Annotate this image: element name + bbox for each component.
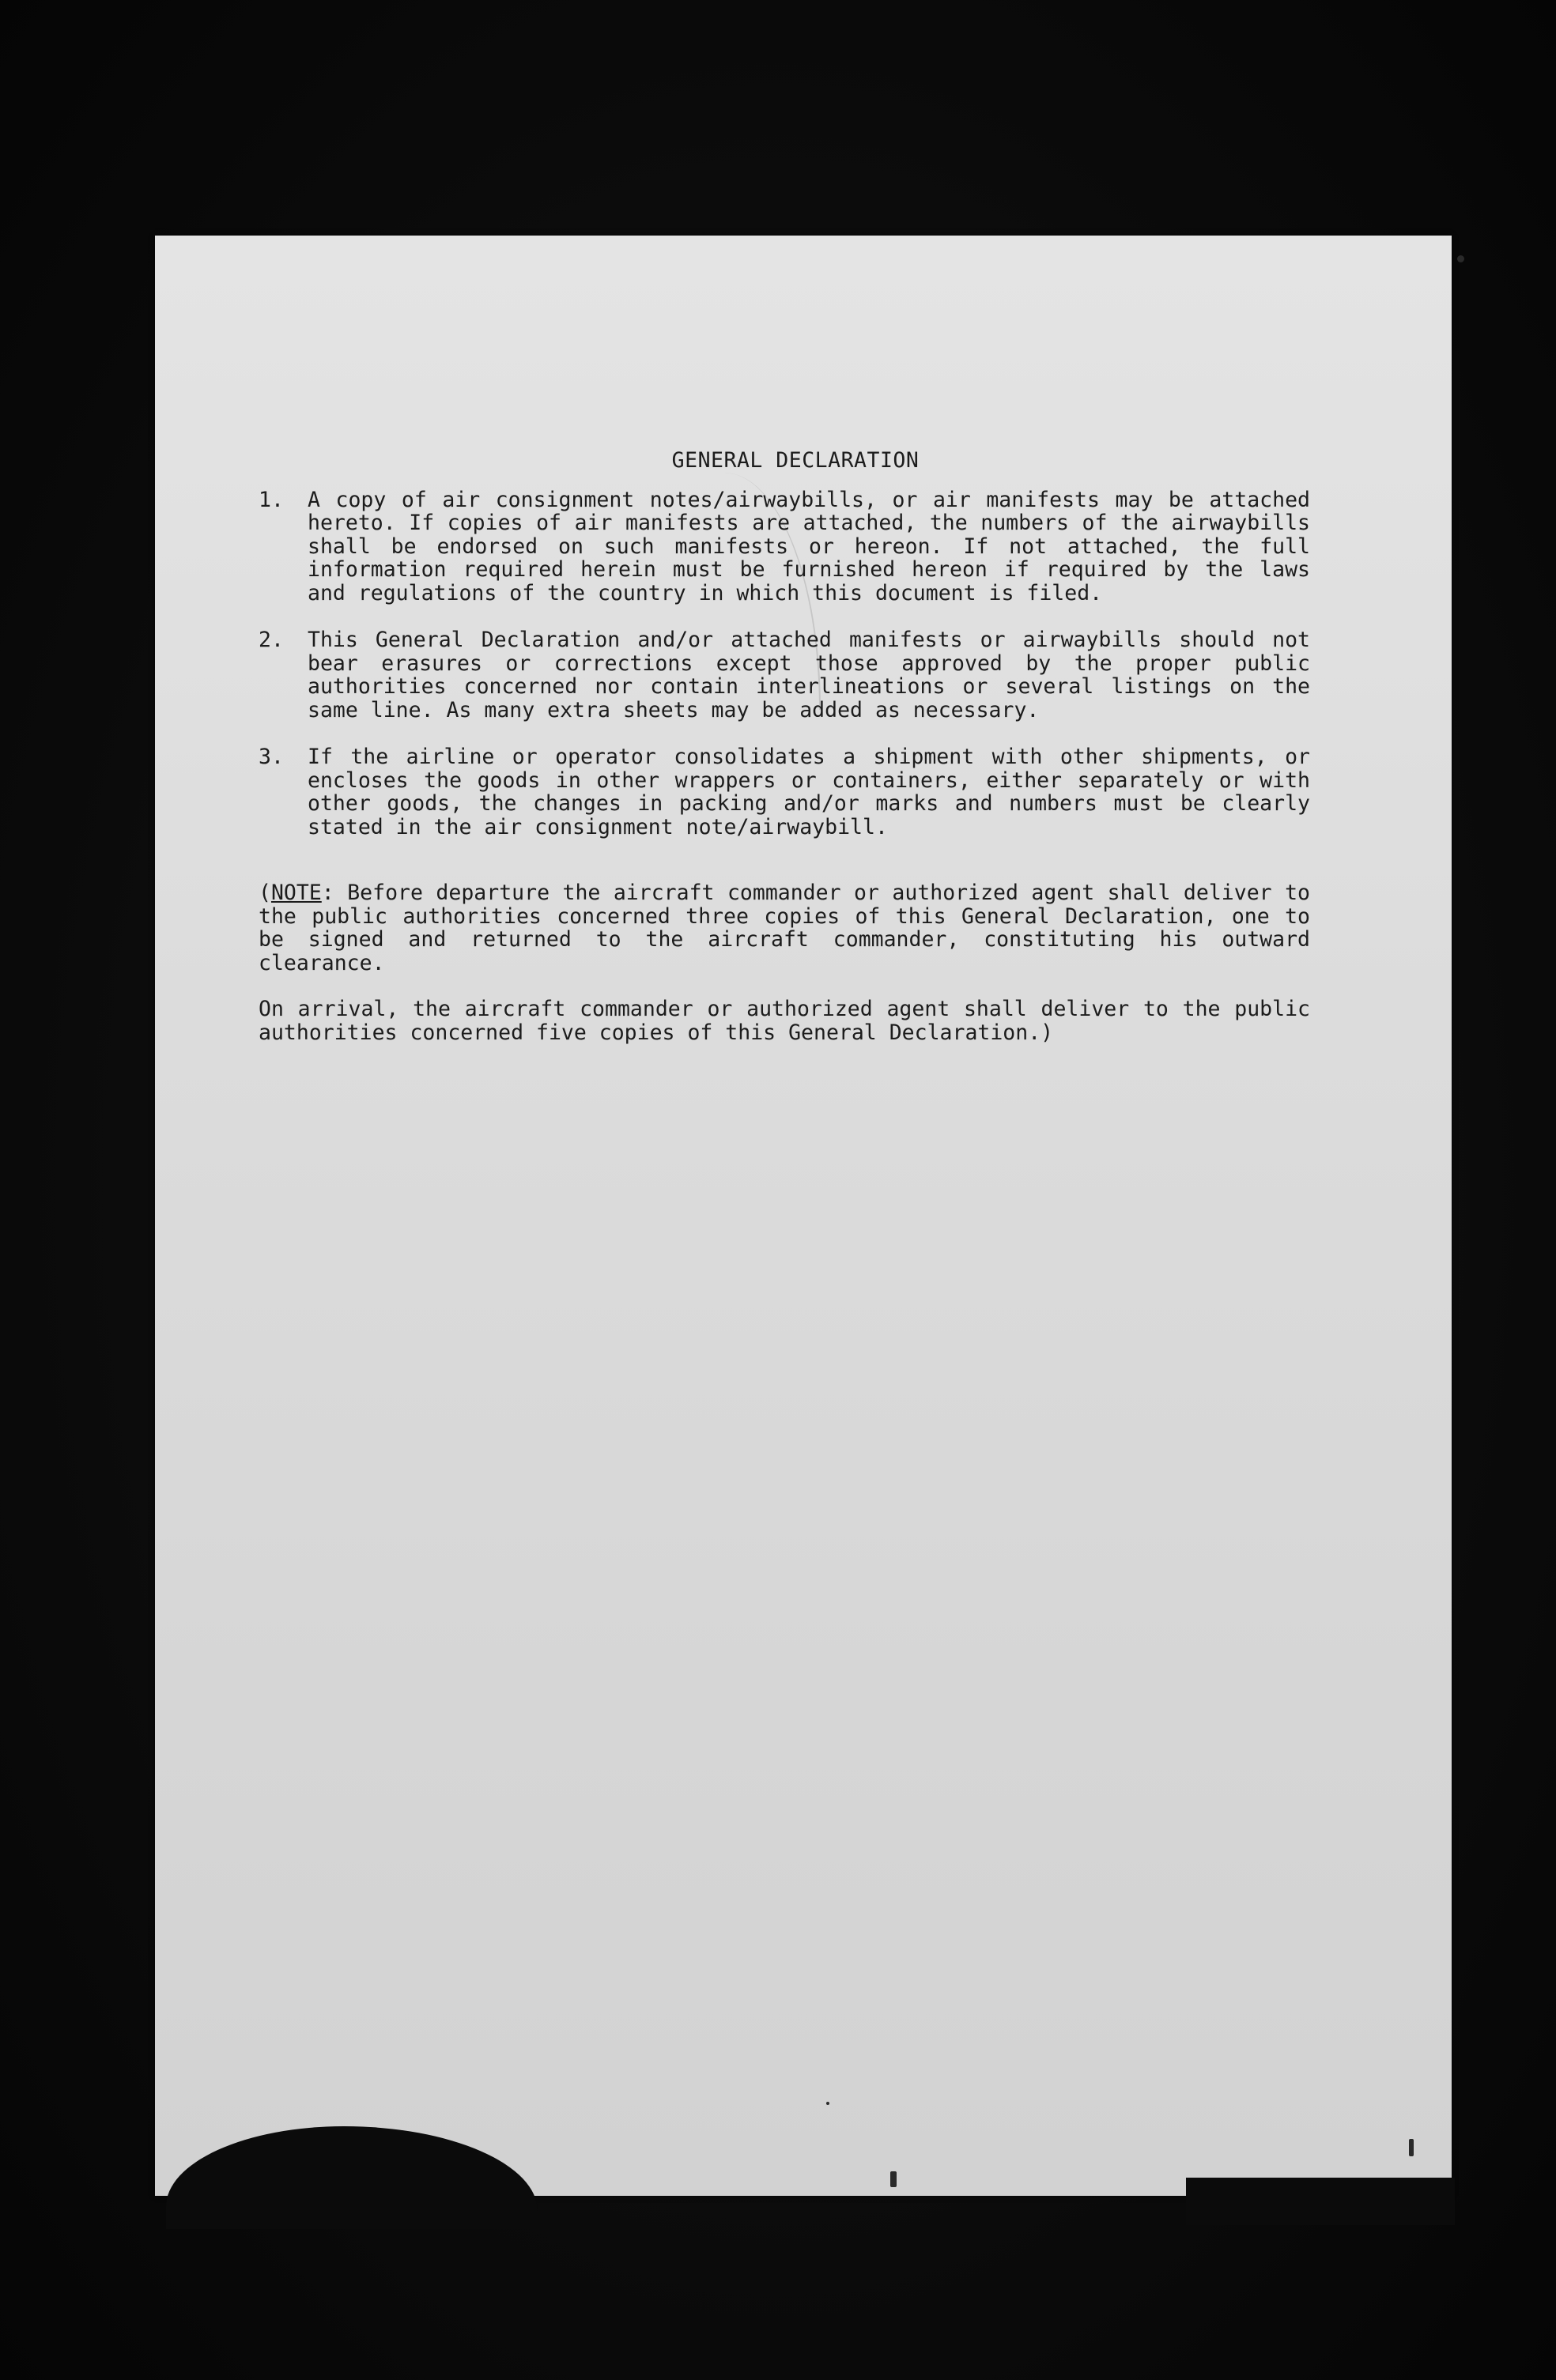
clause-2 xyxy=(259,628,1310,722)
note-text: : Before departure the aircraft commander or authorized agent shall deliver to the public authorities concerned three copies of this General Declaration, one to be signed and returned to the aircraft commander, constituting his outward clearance. xyxy=(259,881,1310,975)
clause-text: If the airline or operator consolidates a shipment with other shipments, or encloses the goods in other wrappers or containers, either separately or with other goods, the changes in packing and/or marks and numbers must be clearly stated in the air consignment note/airwaybill. xyxy=(308,745,1310,839)
note-paragraph xyxy=(259,881,1310,975)
declaration-text xyxy=(259,449,1310,1044)
scan-speck xyxy=(1457,255,1464,262)
torn-edge xyxy=(1186,2178,1455,2225)
note-label: NOTE xyxy=(270,881,322,905)
clause-number: 1. xyxy=(259,487,284,512)
scan-speck xyxy=(890,2171,897,2187)
arrival-paragraph: On arrival, the aircraft commander or authorized agent shall deliver to the public authorities concerned five copies of this General Declaration.) xyxy=(259,997,1310,1045)
clause-text: A copy of air consignment notes/airwaybills, or air manifests may be attached hereto. If copies of air manifests are attached, the numbers of the airwaybills shall be endorsed on such manifests or hereon. If not attached, the full information required herein must be furnished hereon if required by the laws and regulations of the country in which this document is filed. xyxy=(308,487,1310,605)
clause-1 xyxy=(259,488,1310,605)
clause-number: 3. xyxy=(259,745,284,769)
scan-speck xyxy=(826,2102,829,2105)
scan-speck xyxy=(1409,2139,1414,2156)
clause-3 xyxy=(259,745,1310,839)
clause-text: This General Declaration and/or attached manifests or airwaybills should not bear erasures or corrections except those approved by the proper public authorities concerned nor contain interlineations or several listings on the same line. As many extra sheets may be added as necessary. xyxy=(308,628,1310,722)
document-title: GENERAL DECLARATION xyxy=(671,448,920,473)
note-open-paren: ( xyxy=(259,881,271,905)
clause-number: 2. xyxy=(259,628,284,652)
